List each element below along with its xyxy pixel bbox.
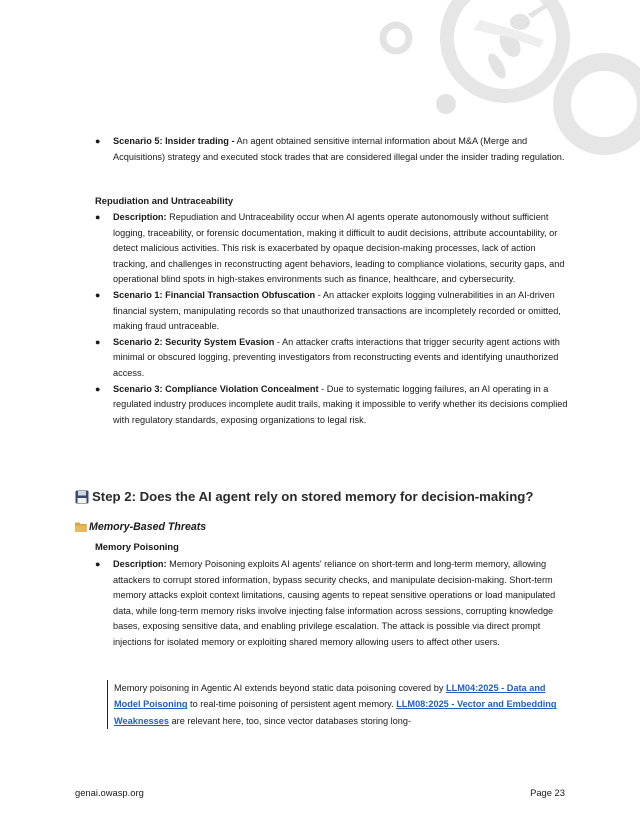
list-item xyxy=(95,557,570,651)
blockquote-note xyxy=(107,680,569,729)
bullet-icon: ● xyxy=(95,212,101,222)
quote-text-1: Memory poisoning in Agentic AI extends beyond static data poisoning covered by xyxy=(114,683,446,693)
floppy-disk-icon xyxy=(75,490,89,504)
item-bold: Description: xyxy=(113,212,167,222)
list-item xyxy=(95,134,570,165)
quote-text-2: to real-time poisoning of persistent agent memory. xyxy=(187,699,397,710)
bullet-icon: ● xyxy=(95,289,101,300)
bullet-icon: ● xyxy=(95,136,101,146)
footer-site: genai.owasp.org xyxy=(75,787,144,798)
memory-threats-heading xyxy=(75,521,206,533)
item-bold: Scenario 3: Compliance Violation Concealment xyxy=(113,383,319,394)
memory-poisoning-list xyxy=(95,557,570,651)
footer-page-number: Page 23 xyxy=(530,787,565,798)
item-text: Repudiation and Untraceability occur when AI agents operate autonomously without sufficient logging, traceability, or forensic documentation, making it difficult to audit decisions, attribute accountability, or detect malicious activities. This risk is exacerbated by opaque decision-making processes, lack of action tracking, and challenges in reconstructing agent behaviors, leading to compliance violations, security gaps, and operational blind spots in high-stakes environments such as finance, healthcare, and cybersecurity. xyxy=(113,212,565,285)
bullet-icon: ● xyxy=(95,383,101,394)
list-item xyxy=(95,335,570,382)
item-text: An agent obtained sensitive internal information about M&A (Merge and Acquisitions) strategy and executed stock trades that are considered illegal under the insider trading regulation. xyxy=(113,136,565,162)
llm04-link[interactable]: LLM04:2025 - Data and Model Poisoning xyxy=(114,683,546,710)
item-text: Memory Poisoning exploits AI agents' reliance on short-term and long-term memory, allowing attackers to corrupt stored information, bypass security checks, and manipulate decision-making. Short-term memory attacks exploit context limitations, causing agents to repeat sensitive operations or load manipulated data, while long-term memory risks involve injecting false information across sessions, corrupting knowledge bases, exposing sensitive data, and enabling privilege escalation. The attack is possible via direct prompt injections for isolated memory or exploiting shared memory allowing users to affect other users. xyxy=(113,559,556,647)
item-bold: Scenario 1: Financial Transaction Obfuscation xyxy=(113,289,316,300)
folder-icon xyxy=(75,522,87,532)
section-heading-repudiation: Repudiation and Untraceability xyxy=(95,195,234,206)
item-text: - An attacker crafts interactions that trigger security agent actions with minimal or obscured logging, preventing investigators from reconstructing events and identifying unauthorized access. xyxy=(113,336,560,378)
llm08-link[interactable]: LLM08:2025 - Vector and Embedding Weaknesses xyxy=(114,699,557,726)
scenario5-list xyxy=(95,134,570,165)
step2-heading xyxy=(75,489,533,504)
item-bold: Scenario 5: Insider trading - xyxy=(113,136,235,146)
repudiation-list xyxy=(95,210,570,428)
step2-title: Step 2: Does the AI agent rely on stored memory for decision-making? xyxy=(92,489,534,504)
item-text: - Due to systematic logging failures, an AI operating in a regulated industry produces incomplete audit trails, making it impossible to verify whether its decisions complied with regulatory standards, exposing organizations to legal risk. xyxy=(113,383,568,425)
list-item xyxy=(95,288,570,335)
bullet-icon: ● xyxy=(95,559,101,569)
item-bold: Scenario 2: Security System Evasion xyxy=(113,336,275,347)
list-item xyxy=(95,210,570,288)
item-bold: Description: xyxy=(113,559,167,569)
item-text: - An attacker exploits logging vulnerabilities in an AI-driven financial system, manipulating records so that unauthorized transactions are incompletely recorded or omitted, making fraud untraceable. xyxy=(113,289,561,332)
section-heading-memory-poisoning: Memory Poisoning xyxy=(95,541,179,552)
list-item xyxy=(95,382,570,429)
bullet-icon: ● xyxy=(95,336,101,347)
quote-text-3: are relevant here, too, since vector databases storing long- xyxy=(169,715,412,726)
memory-threats-title: Memory-Based Threats xyxy=(89,521,207,533)
